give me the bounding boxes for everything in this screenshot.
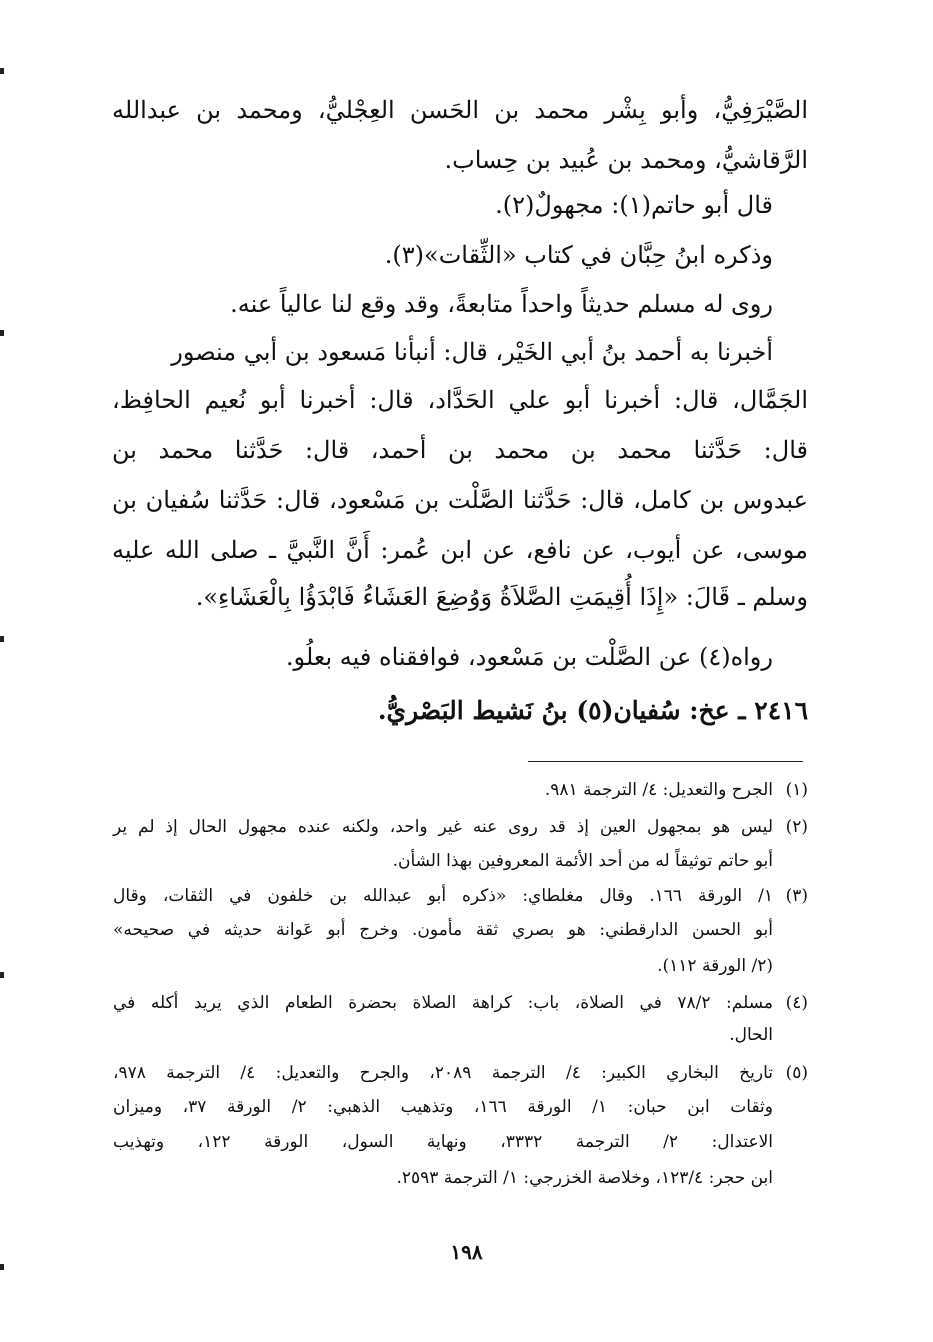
body-line: قال أبو حاتم(١): مجهولٌ(٢). <box>495 191 773 219</box>
binding-mark <box>0 330 4 336</box>
footnote-line: وثقات ابن حبان: ١/ الورقة ١٦٦، وتذهيب الذهبي: ٢/ الورقة ٣٧، وميزان <box>113 1097 773 1117</box>
footnote-number: (٣) <box>785 886 808 906</box>
footnote-line: الجرح والتعديل: ٤/ الترجمة ٩٨١. <box>544 780 773 800</box>
body-line: أخبرنا به أحمد بنُ أبي الخَيْر، قال: أنبأنا مَسعود بن أبي منصور <box>171 338 773 366</box>
binding-mark <box>0 972 4 978</box>
footnote-line: ١/ الورقة ١٦٦. وقال مغلطاي: «ذكره أبو عبدالله بن خلفون في الثقات، وقال <box>113 886 773 906</box>
binding-mark <box>0 68 4 74</box>
footnote-line: (٢/ الورقة ١١٢). <box>657 956 773 976</box>
body-line: رواه(٤) عن الصَّلْت بن مَسْعود، فوافقناه فيه بعلُو. <box>285 643 773 671</box>
body-line: قال: حَدَّثنا محمد بن محمد بن أحمد، قال: حَدَّثنا محمد بن <box>112 436 808 464</box>
footnote-line: الحال. <box>729 1025 773 1045</box>
binding-mark <box>0 1264 4 1270</box>
footnote-number: (٢) <box>785 817 808 837</box>
page-number: ١٩٨ <box>450 1240 483 1264</box>
binding-mark <box>0 636 4 642</box>
footnote-line: تاريخ البخاري الكبير: ٤/ الترجمة ٢٠٨٩، والجرح والتعديل: ٤/ الترجمة ٩٧٨، <box>113 1063 773 1083</box>
footnote-line: أبو الحسن الدارقطني: هو بصري ثقة مأمون. وخرج أبو عَوانة حديثه في صحيحه» <box>113 920 773 940</box>
entry-heading: ٢٤١٦ ـ عخ: سُفيان(٥) بنُ نَشيط البَصْريُّ. <box>377 696 808 725</box>
body-line: الرَّقاشيُّ، ومحمد بن عُبيد بن حِساب. <box>444 146 808 174</box>
footnote-number: (٤) <box>785 993 808 1013</box>
body-line: الصَّيْرَفِيُّ، وأبو بِشْر محمد بن الحَسن العِجْليُّ، ومحمد بن عبدالله <box>112 96 808 124</box>
footnote-separator <box>528 761 803 762</box>
body-line: عبدوس بن كامل، قال: حَدَّثنا الصَّلْت بن مَسْعود، قال: حَدَّثنا سُفيان بن <box>112 486 808 514</box>
footnote-line: ابن حجر: ١٢٣/٤، وخلاصة الخزرجي: ١/ الترجمة ٢٥٩٣. <box>396 1168 773 1188</box>
body-line: الجَمَّال، قال: أخبرنا أبو علي الحَدَّاد، قال: أخبرنا أبو نُعيم الحافِظ، <box>112 386 808 414</box>
footnote-line: مسلم: ٧٨/٢ في الصلاة، باب: كراهة الصلاة بحضرة الطعام الذي يريد أكله في <box>113 993 773 1013</box>
body-line: وسلم ـ قَالَ: «إِذَا أُقِيمَتِ الصَّلاَةُ وَوُضِعَ العَشَاءُ فَابْدَؤُا بِالْعَشَاءِ». <box>195 583 808 611</box>
body-line: موسى، عن أيوب، عن نافع، عن ابن عُمر: أَنَّ النَّبيَّ ـ صلى الله عليه <box>112 536 808 564</box>
footnote-line: أبو حاتم توثيقاً له من أحد الأئمة المعروفين بهذا الشأن. <box>392 851 773 871</box>
footnote-line: الاعتدال: ٢/ الترجمة ٣٣٣٢، ونهاية السول، الورقة ١٢٢، وتهذيب <box>113 1132 774 1152</box>
body-line: روى له مسلم حديثاً واحداً متابعةً، وقد وقع لنا عالياً عنه. <box>230 290 773 318</box>
footnote-line: ليس هو بمجهول العين إذ قد روى عنه غير واحد، ولكنه عنده مجهول الحال إذ لم ير <box>113 817 773 837</box>
footnote-number: (٥) <box>785 1063 808 1083</box>
body-line: وذكره ابنُ حِبَّان في كتاب «الثِّقات»(٣). <box>384 241 773 269</box>
footnote-number: (١) <box>785 780 808 800</box>
